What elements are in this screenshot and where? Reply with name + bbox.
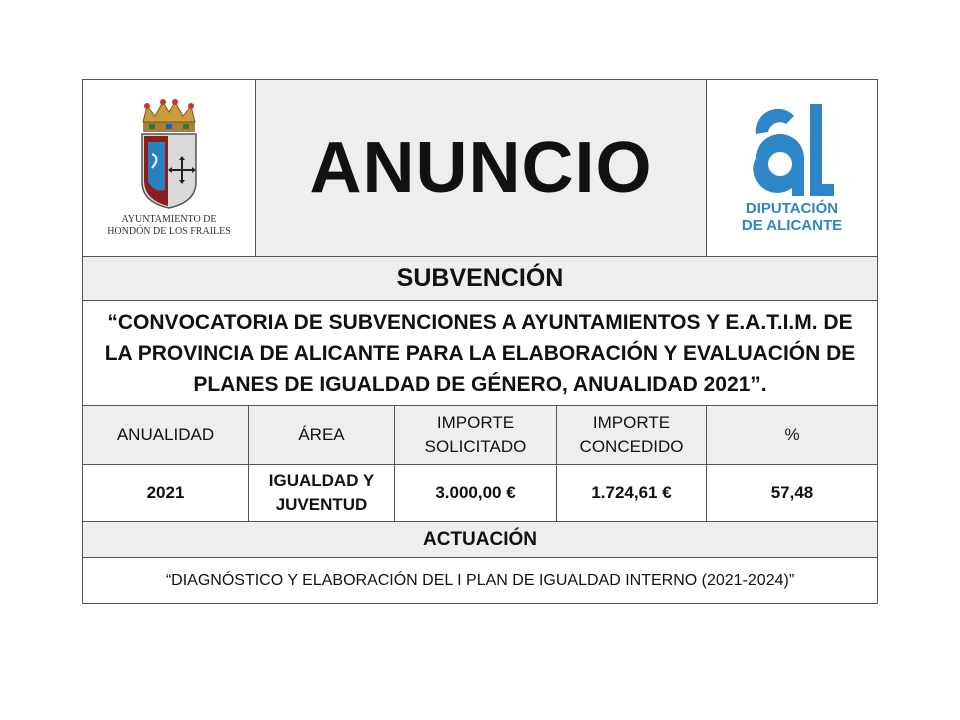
actuacion-heading: ACTUACIÓN [83, 522, 877, 557]
actuacion-text-row [83, 558, 877, 603]
diputacion-al-logo-icon [750, 102, 834, 196]
header-percent: % [707, 406, 877, 464]
cell-importe-solicitado: 3.000,00 € [395, 465, 557, 521]
ayuntamiento-line2: HONDÓN DE LOS FRAILES [107, 226, 231, 237]
subvencion-description: “CONVOCATORIA DE SUBVENCIONES A AYUNTAMIENTOS Y E.A.T.I.M. DE LA PROVINCIA DE ALICANTE PARA LA ELABORACIÓN Y EVALUACIÓN DE PLANES DE IGUALDAD DE GÉNERO, ANUALIDAD 2021”. [83, 301, 877, 405]
header-importe-concedido-label: IMPORTE CONCEDIDO [579, 413, 684, 456]
cell-anualidad: 2021 [83, 465, 249, 521]
diputacion-name [742, 200, 842, 234]
header-importe-concedido [557, 406, 707, 464]
announcement-document [82, 79, 878, 604]
ayuntamiento-line1: AYUNTAMIENTO DE [121, 214, 217, 225]
subvencion-heading-row [83, 257, 877, 301]
table-header-row [83, 406, 877, 465]
header-importe-solicitado-label: IMPORTE SOLICITADO [424, 413, 527, 456]
table-row [83, 465, 877, 522]
title-cell [256, 80, 707, 256]
cell-importe-concedido: 1.724,61 € [557, 465, 707, 521]
header-area: ÁREA [249, 406, 395, 464]
header-importe-solicitado [395, 406, 557, 464]
subvencion-description-row [83, 301, 877, 406]
cell-area [249, 465, 395, 521]
diputacion-line2: DE ALICANTE [741, 217, 843, 234]
diputacion-logo [707, 80, 877, 256]
header-row [83, 80, 877, 257]
actuacion-heading-row [83, 522, 877, 558]
coat-of-arms-icon [137, 98, 201, 210]
cell-area-label: IGUALDAD Y JUVENTUD [268, 471, 375, 514]
ayuntamiento-logo [83, 80, 256, 256]
subvencion-heading: SUBVENCIÓN [83, 257, 877, 300]
actuacion-text: “DIAGNÓSTICO Y ELABORACIÓN DEL I PLAN DE IGUALDAD INTERNO (2021-2024)” [83, 558, 877, 603]
header-anualidad: ANUALIDAD [83, 406, 249, 464]
cell-percent: 57,48 [707, 465, 877, 521]
page-title: ANUNCIO [309, 128, 653, 208]
diputacion-line1: DIPUTACIÓN [745, 200, 839, 217]
ayuntamiento-name [107, 214, 231, 238]
